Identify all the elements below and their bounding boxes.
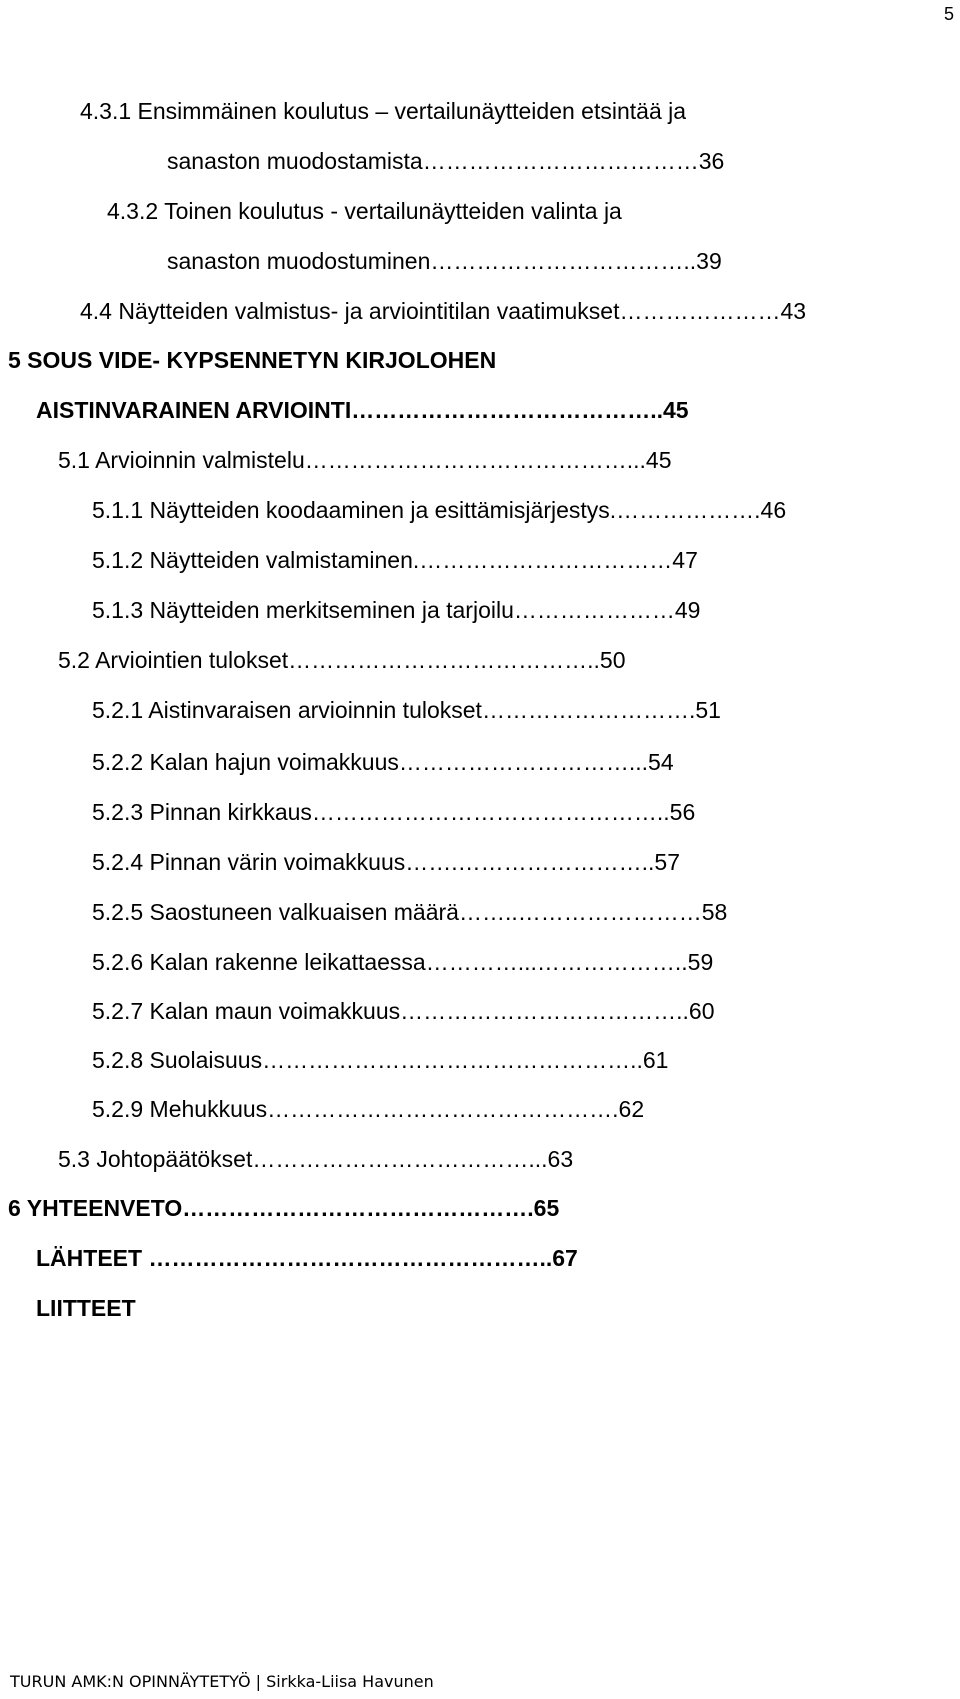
toc-entry: 5.2.1 Aistinvaraisen arvioinnin tulokset……………………….51 xyxy=(92,697,721,723)
toc-entry: 5.2.4 Pinnan värin voimakkuus…….……………………..57 xyxy=(92,849,680,875)
toc-entry: 5.1.1 Näytteiden koodaaminen ja esittämisjärjestys.……………….46 xyxy=(92,497,787,523)
toc-entry: 5.3 Johtopäätökset………………………………...63 xyxy=(58,1146,574,1172)
toc-entry: 4.3.2 Toinen koulutus - vertailunäytteiden valinta ja xyxy=(107,198,622,224)
toc-entry: 5.2.8 Suolaisuus…………………………………………..61 xyxy=(92,1047,669,1073)
toc-entry: 5.2 Arviointien tulokset…………………………………..50 xyxy=(58,647,626,673)
toc-entry: 4.3.1 Ensimmäinen koulutus – vertailunäytteiden etsintää ja xyxy=(80,98,687,124)
toc-entry: LIITTEET xyxy=(36,1295,136,1321)
toc-entry: 6 YHTEENVETO……………………………………….65 xyxy=(8,1195,560,1221)
page-number: 5 xyxy=(943,4,954,24)
toc-entry: 5.1 Arvioinnin valmistelu……………………………………...45 xyxy=(58,447,672,473)
toc-entry: LÄHTEET ……………………………………………..67 xyxy=(36,1245,578,1271)
toc-entry: AISTINVARAINEN ARVIOINTI…………………………………..45 xyxy=(36,397,689,423)
page-footer: TURUN AMK:N OPINNÄYTETYÖ | Sirkka-Liisa Havunen xyxy=(10,1672,434,1691)
toc-entry: 5.2.9 Mehukkuus……………………………………….62 xyxy=(92,1096,645,1122)
toc-entry: sanaston muodostamista………………………………36 xyxy=(167,148,725,174)
toc-entry: 5.2.7 Kalan maun voimakkuus………………………………..60 xyxy=(92,998,715,1024)
toc-entry: sanaston muodostuminen……………………………..39 xyxy=(167,248,722,274)
toc-entry: 5 SOUS VIDE- KYPSENNETYN KIRJOLOHEN xyxy=(8,347,497,373)
toc-entry: 5.2.2 Kalan hajun voimakkuus…………………………...54 xyxy=(92,749,674,775)
toc-entry: 5.1.2 Näytteiden valmistaminen.……………………………47 xyxy=(92,547,698,573)
toc-entry: 5.2.6 Kalan rakenne leikattaessa…………...………………..59 xyxy=(92,949,714,975)
toc-entry: 5.2.5 Saostuneen valkuaisen määrä……..……………………58 xyxy=(92,899,728,925)
toc-entry: 5.1.3 Näytteiden merkitseminen ja tarjoilu…………………49 xyxy=(92,597,701,623)
toc-entry: 5.2.3 Pinnan kirkkaus………………………………………..56 xyxy=(92,799,696,825)
toc-entry: 4.4 Näytteiden valmistus- ja arviointitilan vaatimukset…………………43 xyxy=(80,298,807,324)
